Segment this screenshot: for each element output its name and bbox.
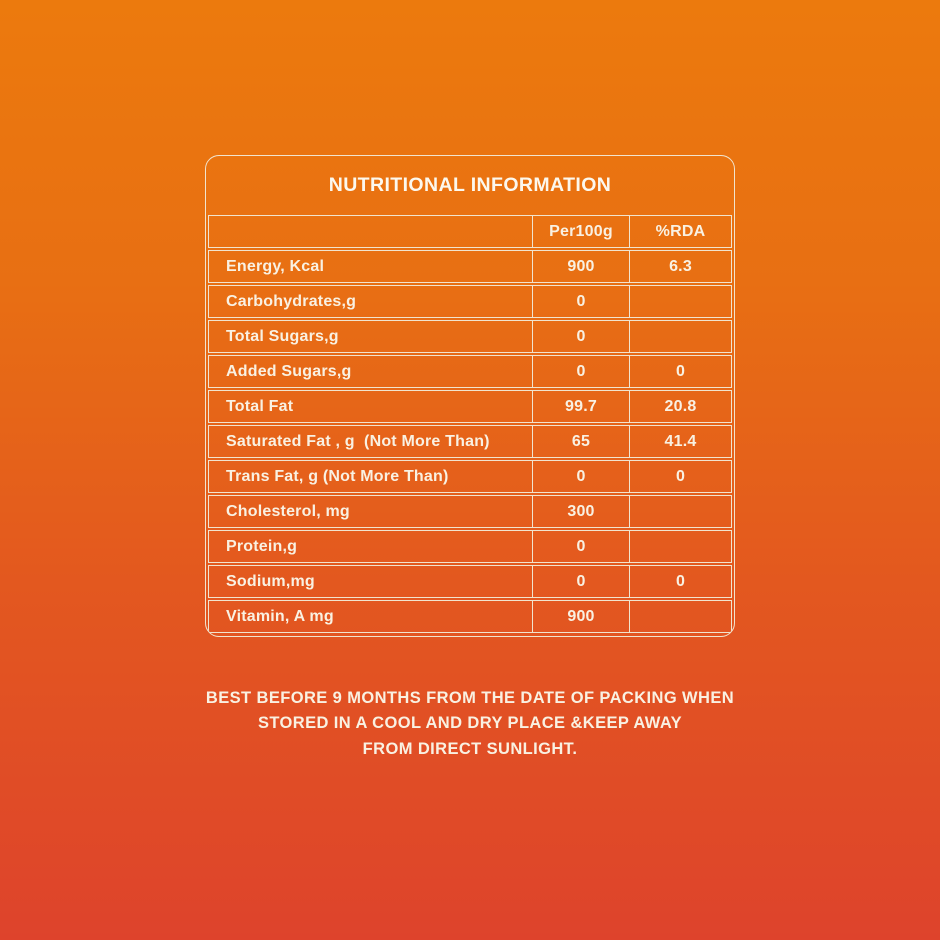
header-cell-per100g: Per100g xyxy=(532,216,629,247)
cell-rda: 41.4 xyxy=(629,426,731,457)
storage-instructions-line2: STORED IN A COOL AND DRY PLACE &KEEP AWAY xyxy=(257,714,683,733)
table-row xyxy=(208,530,732,563)
nutrition-table xyxy=(206,215,734,635)
cell-label: Protein,g xyxy=(226,537,298,555)
cell-label: Saturated Fat , g (Not More Than) xyxy=(226,432,490,450)
cell-per100g: 900 xyxy=(532,251,629,282)
table-row xyxy=(208,600,732,633)
cell-per100g: 99.7 xyxy=(532,391,629,422)
cell-label: Total Sugars,g xyxy=(226,327,339,345)
storage-instructions-line1: BEST BEFORE 9 MONTHS FROM THE DATE OF PACKING WHEN xyxy=(205,689,735,707)
cell-rda xyxy=(629,601,731,632)
nutrition-panel-title: NUTRITIONAL INFORMATION xyxy=(328,174,612,196)
header-cell-rda: %RDA xyxy=(629,216,731,247)
cell-rda: 20.8 xyxy=(629,391,731,422)
cell-label: Added Sugars,g xyxy=(226,362,352,380)
cell-per100g: 300 xyxy=(532,496,629,527)
cell-rda xyxy=(629,531,731,562)
cell-per100g: 0 xyxy=(532,461,629,492)
cell-per100g: 900 xyxy=(532,601,629,632)
storage-instructions-line3: FROM DIRECT SUNLIGHT. xyxy=(362,739,578,758)
table-row xyxy=(208,320,732,353)
table-row xyxy=(208,425,732,458)
cell-per100g: 0 xyxy=(532,321,629,352)
cell-per100g: 0 xyxy=(532,531,629,562)
table-row xyxy=(208,285,732,318)
cell-label: Sodium,mg xyxy=(226,572,315,590)
cell-per100g: 0 xyxy=(532,356,629,387)
cell-label: Cholesterol, mg xyxy=(226,502,350,520)
table-row xyxy=(208,460,732,493)
cell-per100g: 0 xyxy=(532,566,629,597)
cell-label: Trans Fat, g (Not More Than) xyxy=(226,467,449,485)
cell-label: Carbohydrates,g xyxy=(226,292,357,310)
cell-rda xyxy=(629,321,731,352)
storage-instructions xyxy=(0,686,940,762)
cell-rda: 0 xyxy=(629,461,731,492)
cell-rda: 0 xyxy=(629,566,731,597)
table-row xyxy=(208,495,732,528)
cell-rda: 0 xyxy=(629,356,731,387)
cell-rda xyxy=(629,286,731,317)
cell-label: Energy, Kcal xyxy=(226,257,325,275)
table-row xyxy=(208,355,732,388)
cell-per100g: 65 xyxy=(532,426,629,457)
table-row xyxy=(208,390,732,423)
table-row xyxy=(208,565,732,598)
cell-per100g: 0 xyxy=(532,286,629,317)
nutrition-panel xyxy=(205,155,735,637)
table-header-row xyxy=(208,215,732,248)
header-cell-label xyxy=(209,216,532,247)
table-row xyxy=(208,250,732,283)
cell-label: Vitamin, A mg xyxy=(226,607,334,625)
cell-rda: 6.3 xyxy=(629,251,731,282)
cell-label: Total Fat xyxy=(226,397,294,415)
cell-rda xyxy=(629,496,731,527)
